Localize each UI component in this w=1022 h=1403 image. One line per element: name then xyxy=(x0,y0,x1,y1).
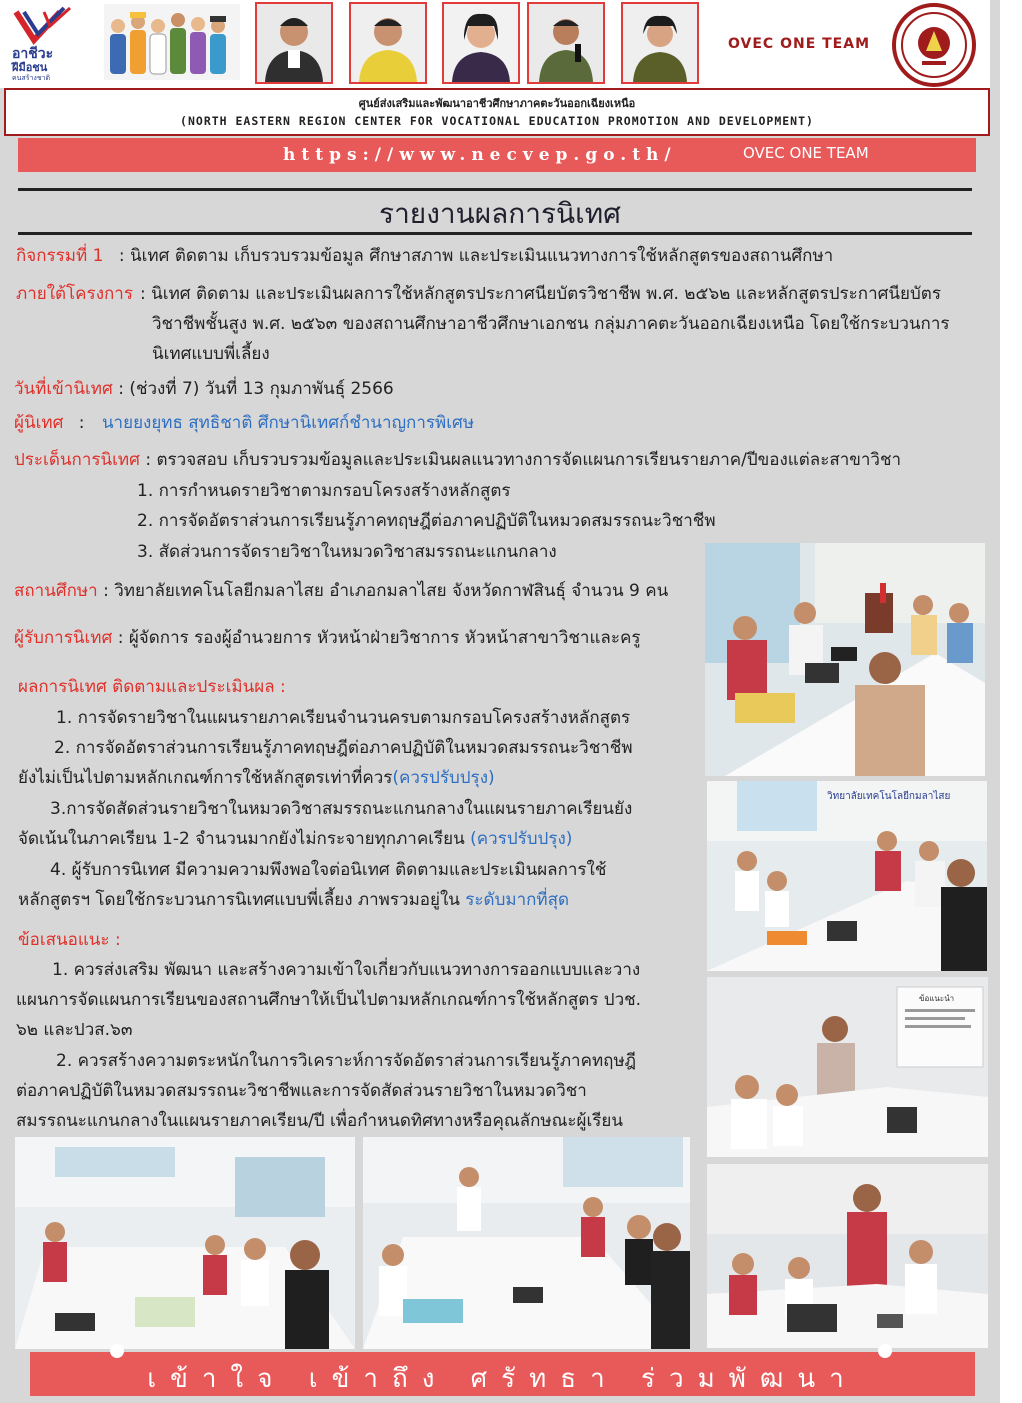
svg-text:ฝีมือชน: ฝีมือชน xyxy=(12,61,48,74)
photo-slide-title: ข้อแนะนำ xyxy=(919,994,955,1003)
result-2b: ยังไม่เป็นไปตามหลักเกณฑ์การใช้หลักสูตรเท่าที่ควร xyxy=(18,768,393,788)
suggestion-1c: ๖๒ และปวส.๖๓ xyxy=(16,1020,133,1040)
brand-title: OVEC ONE TEAM xyxy=(728,36,871,52)
website-link[interactable]: https://www.necvep.go.th/ xyxy=(283,145,677,165)
ovec-seal xyxy=(886,3,982,87)
center-name-box xyxy=(4,88,990,136)
result-3b: จัดเน้นในภาคเรียน 1-2 จำนวนมากยังไม่กระจายทุกภาคเรียน xyxy=(18,829,465,849)
date-label: วันที่เข้านิเทศ xyxy=(14,379,113,399)
result-4b: หลักสูตรฯ โดยใช้กระบวนการนิเทศแบบพี่เลี้ยง ภาพรวมอยู่ใน xyxy=(18,890,460,910)
meeting-photo-2 xyxy=(707,781,987,971)
suggestion-2a: 2. ควรสร้างความตระหนักในการวิเคราะห์การจัดอัตราส่วนการเรียนรู้ภาคทฤษฎี xyxy=(56,1051,637,1071)
date-text: : (ช่วงที่ 7) วันที่ 13 กุมภาพันธุ์ 2566 xyxy=(118,379,394,399)
title-rule-bottom xyxy=(18,232,972,235)
activity-row xyxy=(16,241,833,271)
recipients-text: : ผู้จัดการ รองผู้อำนวยการ หัวหน้าฝ่ายวิชาการ หัวหน้าสาขาวิชาและครู xyxy=(117,628,641,648)
result-3-improve-tag: (ควรปรับปรุง) xyxy=(470,829,573,849)
portrait-2 xyxy=(349,2,427,84)
supervisor-row xyxy=(14,408,474,438)
meeting-photo-6 xyxy=(707,1164,988,1348)
institution-label: สถานศึกษา xyxy=(14,581,98,601)
issue-item-2: 2. การจัดอัตราส่วนการเรียนรู้ภาคทฤษฎีต่อภาคปฏิบัติในหมวดสมรรถนะวิชาชีพ xyxy=(137,511,716,531)
results-label: ผลการนิเทศ ติดตามและประเมินผล : xyxy=(18,677,286,697)
date-row xyxy=(14,374,394,404)
center-name-en: (NORTH EASTERN REGION CENTER FOR VOCATIONAL EDUCATION PROMOTION AND DEVELOPMENT) xyxy=(180,114,814,128)
header-bar xyxy=(0,0,990,88)
suggestion-2c: สมรรถนะแกนกลางในแผนรายภาคเรียน/ปี เพื่อกำหนดทิศทางหรือคุณลักษณะผู้เรียน xyxy=(16,1111,623,1131)
footer-dot-right xyxy=(878,1344,892,1358)
meeting-photo-3 xyxy=(707,977,988,1157)
meeting-photo-1 xyxy=(705,543,985,776)
result-3a: 3.การจัดสัดส่วนรายวิชาในหมวดวิชาสมรรถนะแกนกลางในแผนรายภาคเรียนยัง xyxy=(50,799,633,819)
workers-illustration xyxy=(104,4,240,80)
supervisor-name: นายยงยุทธ สุทธิชาติ ศึกษานิเทศก์ชำนาญการพิเศษ xyxy=(101,413,475,433)
title-rule-top xyxy=(18,188,972,191)
page-title: รายงานผลการนิเทศ xyxy=(379,197,621,230)
result-1: 1. การจัดรายวิชาในแผนรายภาคเรียนจำนวนครบตามกรอบโครงสร้างหลักสูตร xyxy=(56,708,631,728)
footer-dot-left xyxy=(110,1344,124,1358)
portrait-4 xyxy=(527,2,605,84)
svg-text:อาชีวะ: อาชีวะ xyxy=(12,46,54,62)
issues-text: : ตรวจสอบ เก็บรวบรวมข้อมูลและประเมินผลแนวทางการจัดแผนการเรียนรายภาค/ปีของแต่ละสาขาวิชา xyxy=(145,450,902,470)
result-2a: 2. การจัดอัตราส่วนการเรียนรู้ภาคทฤษฎีต่อภาคปฏิบัติในหมวดสมรรถนะวิชาชีพ xyxy=(54,738,633,758)
portrait-5 xyxy=(621,2,699,84)
url-banner-team: OVEC ONE TEAM xyxy=(743,144,869,162)
photo-sign-1: วิทยาลัยเทคโนโลยีกมลาไสย xyxy=(827,791,951,802)
result-3b-row xyxy=(18,824,572,854)
url-banner xyxy=(18,138,976,172)
issue-item-1: 1. การกำหนดรายวิชาตามกรอบโครงสร้างหลักสูตร xyxy=(137,481,511,501)
project-label-row xyxy=(16,279,133,309)
footer-slogan: เข้าใจ เข้าถึง ศรัทธา ร่วมพัฒนา xyxy=(147,1364,858,1394)
portrait-1 xyxy=(255,2,333,84)
vocational-logo xyxy=(4,4,96,82)
activity-label: กิจกรรมที่ 1 xyxy=(16,246,104,266)
suggestion-1a: 1. ควรส่งเสริม พัฒนา และสร้างความเข้าใจเกี่ยวกับแนวทางการออกแบบและวาง xyxy=(52,960,641,980)
recipients-row xyxy=(14,623,640,653)
suggestion-1b: แผนการจัดแผนการเรียนของสถานศึกษาให้เป็นไปตามหลักเกณฑ์การใช้หลักสูตร ปวช. xyxy=(16,990,642,1010)
issues-label: ประเด็นการนิเทศ xyxy=(14,450,140,470)
result-2b-row xyxy=(18,763,495,793)
issues-row xyxy=(14,445,901,475)
issue-item-3: 3. สัดส่วนการจัดรายวิชาในหมวดวิชาสมรรถนะแกนกลาง xyxy=(137,542,557,562)
activity-text: : นิเทศ ติดตาม เก็บรวบรวมข้อมูล ศึกษาสภาพ และประเมินแนวทางการใช้หลักสูตรของสถานศึกษา xyxy=(118,246,834,266)
svg-text:คนสร้างชาติ: คนสร้างชาติ xyxy=(12,74,51,82)
project-line-3: นิเทศแบบพี่เลี้ยง xyxy=(152,344,270,364)
center-name-th: ศูนย์ส่งเสริมและพัฒนาอาชีวศึกษาภาคตะวันออกเฉียงเหนือ xyxy=(358,97,636,110)
footer-banner xyxy=(30,1352,975,1396)
meeting-photo-5 xyxy=(363,1137,690,1349)
result-2-improve-tag: (ควรปรับปรุง) xyxy=(392,768,495,788)
result-4b-row xyxy=(18,885,569,915)
project-line-2: วิชาชีพชั้นสูง พ.ศ. ๒๕๖๓ ของสถานศึกษาอาชีวศึกษาเอกชน กลุ่มภาคตะวันออกเฉียงเหนือ โดยใช้กระบวนการ xyxy=(152,314,950,334)
supervisor-colon: : xyxy=(78,413,85,433)
page-margin xyxy=(1000,0,1022,1403)
result-4-level: ระดับมากที่สุด xyxy=(465,890,570,910)
portrait-3 xyxy=(442,2,520,84)
recipients-label: ผู้รับการนิเทศ xyxy=(14,628,113,648)
suggestions-label: ข้อเสนอแนะ : xyxy=(18,930,121,950)
institution-text: : วิทยาลัยเทคโนโลยีกมลาไสย อำเภอกมลาไสย จังหวัดกาฬสินธุ์ จำนวน 9 คน xyxy=(103,581,669,601)
suggestion-2b: ต่อภาคปฏิบัติในหมวดสมรรถนะวิชาชีพและการจัดสัดส่วนรายวิชาในหมวดวิชา xyxy=(16,1081,587,1101)
result-4a: 4. ผู้รับการนิเทศ มีความความพึงพอใจต่อนิเทศ ติดตามและประเมินผลการใช้ xyxy=(50,860,607,880)
project-line-1: : นิเทศ ติดตาม และประเมินผลการใช้หลักสูตรประกาศนียบัตรวิชาชีพ พ.ศ. ๒๕๖๒ และหลักสูตรประกาศนียบัตร xyxy=(140,284,941,304)
meeting-photo-4 xyxy=(15,1137,355,1349)
institution-row xyxy=(14,576,668,606)
project-label: ภายใต้โครงการ xyxy=(16,284,133,304)
supervisor-label: ผู้นิเทศ xyxy=(14,413,64,433)
